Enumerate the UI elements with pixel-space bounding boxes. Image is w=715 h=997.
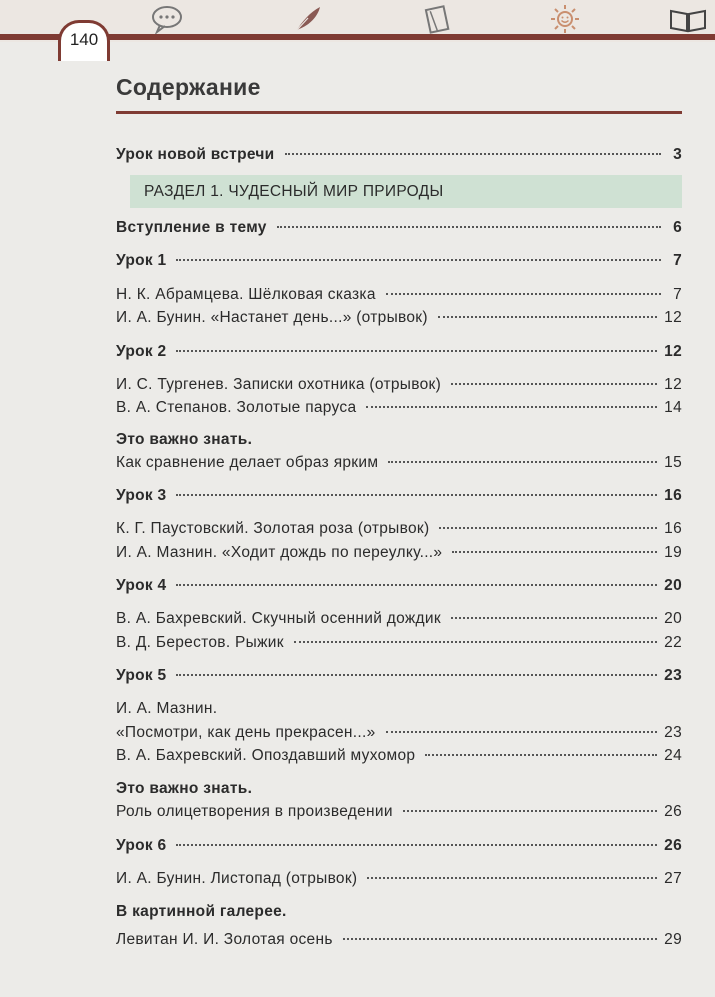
toc-entry[interactable]: Урок 3 16 bbox=[116, 487, 682, 504]
dot-leader bbox=[285, 153, 662, 155]
dot-leader bbox=[367, 877, 657, 879]
toc-entry[interactable]: И. А. Бунин. Листопад (отрывок) 27 bbox=[116, 870, 682, 887]
toc-entry[interactable]: Роль олицетворения в произведении 26 bbox=[116, 803, 682, 820]
dot-leader bbox=[439, 527, 657, 529]
toc-entry[interactable]: Урок 4 20 bbox=[116, 577, 682, 594]
toc-entry[interactable]: В. А. Бахревский. Опоздавший мухомор 24 bbox=[116, 747, 682, 764]
toc-entry[interactable]: И. С. Тургенев. Записки охотника (отрывок) 12 bbox=[116, 376, 682, 393]
dot-leader bbox=[176, 584, 657, 586]
dot-leader bbox=[176, 494, 657, 496]
dot-leader bbox=[176, 259, 661, 261]
toc-entry[interactable]: Урок новой встречи 3 bbox=[116, 146, 682, 163]
dot-leader bbox=[386, 731, 658, 733]
toc-entry[interactable]: Левитан И. И. Золотая осень 29 bbox=[116, 931, 682, 948]
dot-leader bbox=[451, 617, 657, 619]
feather-icon bbox=[290, 4, 324, 34]
dot-leader bbox=[438, 316, 657, 318]
dot-leader bbox=[452, 551, 657, 553]
toc-entry[interactable]: И. А. Бунин. «Настанет день...» (отрывок) 12 bbox=[116, 309, 682, 326]
dot-leader bbox=[403, 810, 657, 812]
toc-entry[interactable]: Урок 5 23 bbox=[116, 667, 682, 684]
book-icon bbox=[420, 4, 454, 34]
toc-subheading: Это важно знать. bbox=[116, 780, 253, 797]
dot-leader bbox=[451, 383, 657, 385]
toc-entry[interactable]: «Посмотри, как день прекрасен...» 23 bbox=[116, 724, 682, 741]
dot-leader bbox=[176, 350, 657, 352]
toc-entry[interactable]: И. А. Мазнин. «Ходит дождь по переулку...» 19 bbox=[116, 544, 682, 561]
page-number: 140 bbox=[58, 20, 110, 61]
open-book-icon bbox=[668, 4, 708, 34]
title-rule bbox=[116, 111, 682, 114]
speech-bubble-icon bbox=[150, 4, 184, 34]
sun-icon bbox=[548, 4, 582, 34]
dot-leader bbox=[366, 406, 657, 408]
toc-entry[interactable]: Урок 2 12 bbox=[116, 343, 682, 360]
toc-subheading: В картинной галерее. bbox=[116, 903, 287, 920]
toc-entry[interactable]: К. Г. Паустовский. Золотая роза (отрывок) 16 bbox=[116, 520, 682, 537]
toc-entry[interactable]: Урок 6 26 bbox=[116, 837, 682, 854]
toc-subheading: Это важно знать. bbox=[116, 431, 253, 448]
dot-leader bbox=[343, 938, 657, 940]
toc-entry[interactable]: Урок 1 7 bbox=[116, 252, 682, 269]
toc-author-line: И. А. Мазнин. bbox=[116, 700, 218, 717]
toc-entry[interactable]: Вступление в тему 6 bbox=[116, 219, 682, 236]
dot-leader bbox=[388, 461, 657, 463]
toc-entry[interactable]: В. Д. Берестов. Рыжик 22 bbox=[116, 634, 682, 651]
dot-leader bbox=[294, 641, 657, 643]
dot-leader bbox=[386, 293, 661, 295]
dot-leader bbox=[176, 674, 657, 676]
dot-leader bbox=[425, 754, 657, 756]
dot-leader bbox=[277, 226, 661, 228]
dot-leader bbox=[176, 844, 657, 846]
page-title: Содержание bbox=[116, 74, 261, 100]
toc-entry[interactable]: Н. К. Абрамцева. Шёлковая сказка 7 bbox=[116, 286, 682, 303]
toc-entry[interactable]: В. А. Степанов. Золотые паруса 14 bbox=[116, 399, 682, 416]
toc-entry[interactable]: В. А. Бахревский. Скучный осенний дождик 20 bbox=[116, 610, 682, 627]
toc-entry[interactable]: Как сравнение делает образ ярким 15 bbox=[116, 454, 682, 471]
section-heading: РАЗДЕЛ 1. ЧУДЕСНЫЙ МИР ПРИРОДЫ bbox=[144, 183, 444, 200]
